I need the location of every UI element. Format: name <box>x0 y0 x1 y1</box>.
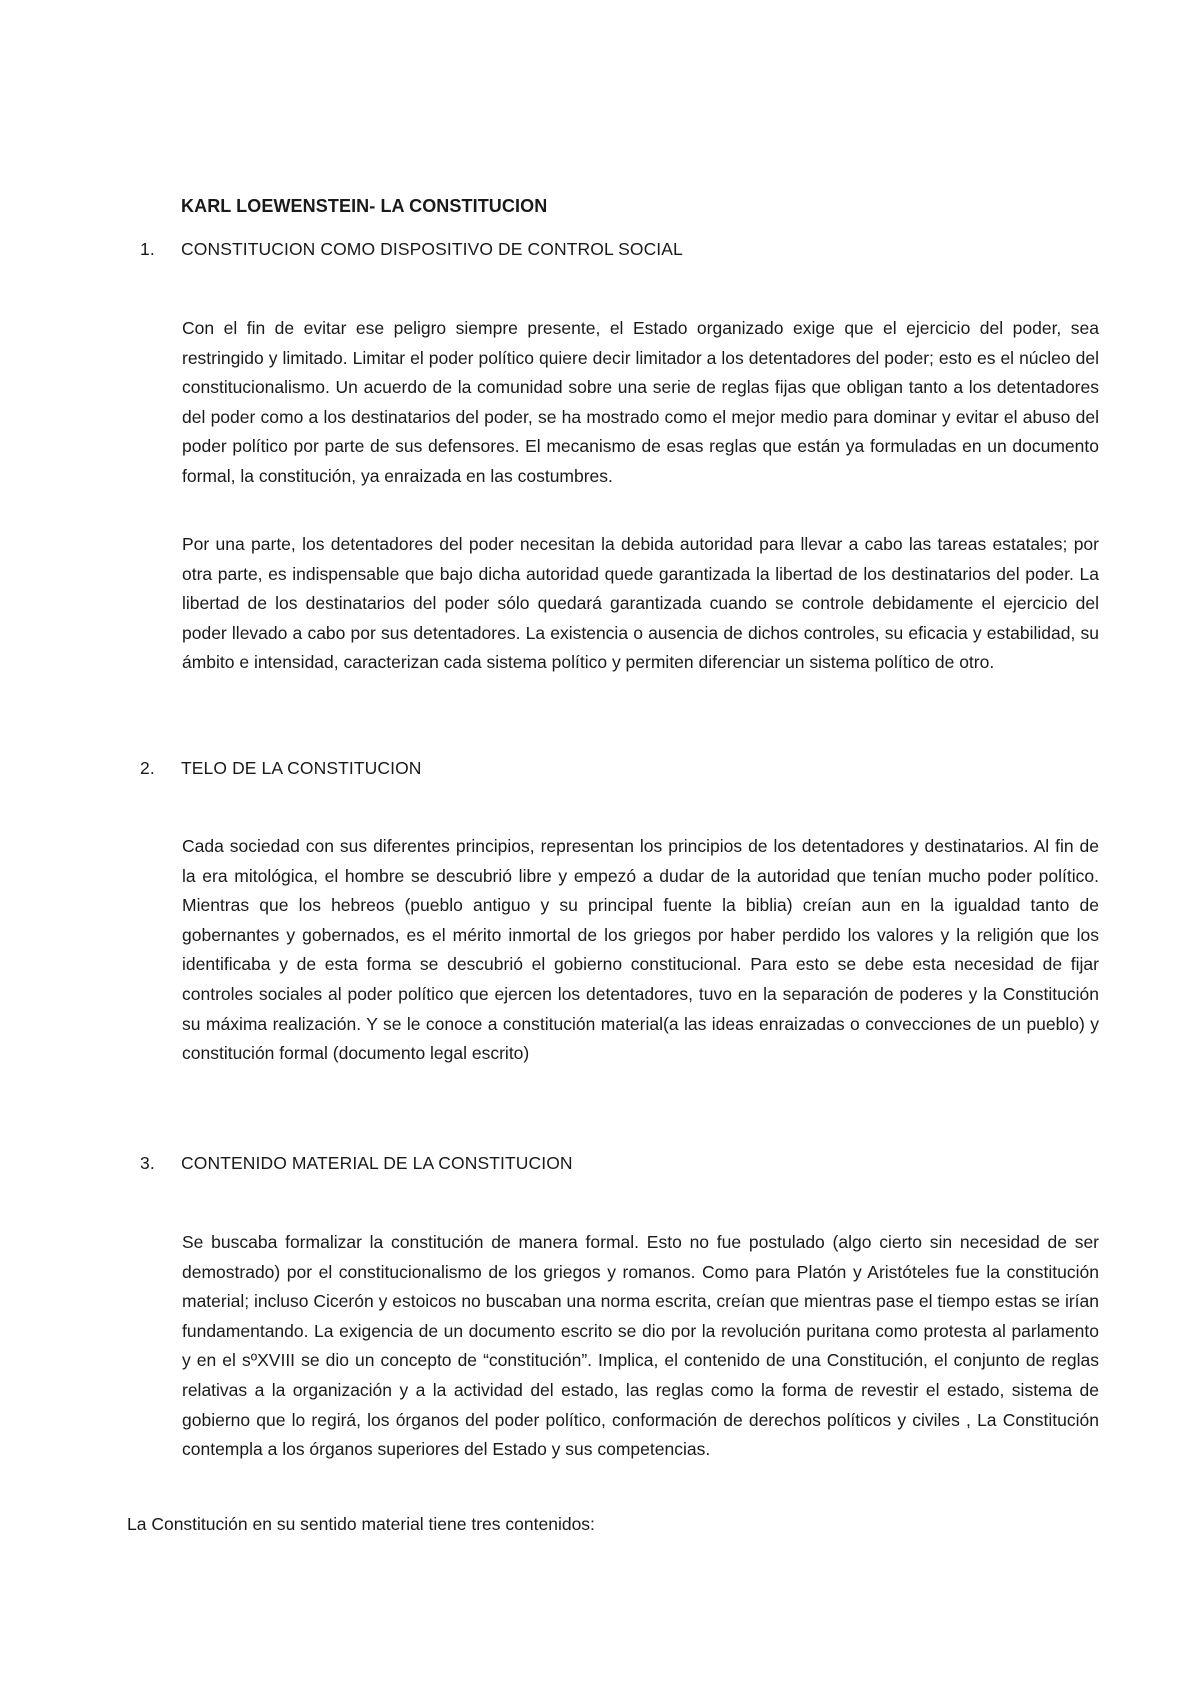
section-1-paragraph-2: Por una parte, los detentadores del poder necesitan la debida autoridad para llevar a cabo las tareas estatales; por otra parte, es indispensable que bajo dicha autoridad quede garantizada la libertad de los destinatarios del poder. La libertad de los destinatarios del poder sólo quedará garantizada cuando se controle debidamente el ejercicio del poder llevado a cabo por sus detentadores. La existencia o ausencia de dichos controles, su eficacia y estabilidad, su ámbito e intensidad, caracterizan cada sistema político y permiten diferenciar un sistema político de otro. <box>182 534 1099 673</box>
section-heading-1 <box>140 239 683 260</box>
section-heading-2 <box>140 758 422 779</box>
closing-line: La Constitución en su sentido material tiene tres contenidos: <box>127 1514 595 1534</box>
section-heading-3 <box>140 1153 573 1174</box>
section-number-3: 3. <box>140 1153 155 1173</box>
section-number-2: 2. <box>140 758 155 778</box>
section-title-1: CONSTITUCION COMO DISPOSITIVO DE CONTROL SOCIAL <box>181 239 683 259</box>
section-3-paragraph-1: Se buscaba formalizar la constitución de manera formal. Esto no fue postulado (algo cierto sin necesidad de ser demostrado) por el constitucionalismo de los griegos y romanos. Como para Platón y Aristóteles fue la constitución material; incluso Cicerón y estoicos no buscaban una norma escrita, creían que mientras pase el tiempo estas se irían fundamentando. La exigencia de un documento escrito se dio por la revolución puritana como protesta al parlamento y en el sºXVIII se dio un concepto de “constitución”. Implica, el contenido de una Constitución, el conjunto de reglas relativas a la organización y a la actividad del estado, las reglas como la forma de revestir el estado, sistema de gobierno que lo regirá, los órganos del poder político, conformación de derechos políticos y civiles , La Constitución contempla a los órganos superiores del Estado y sus competencias. <box>182 1232 1099 1460</box>
section-title-2: TELO DE LA CONSTITUCION <box>181 758 422 778</box>
section-number-1: 1. <box>140 239 155 259</box>
section-title-3: CONTENIDO MATERIAL DE LA CONSTITUCION <box>181 1153 573 1173</box>
document-title: KARL LOEWENSTEIN- LA CONSTITUCION <box>181 196 548 216</box>
section-2-paragraph-1: Cada sociedad con sus diferentes principios, representan los principios de los detentadores y destinatarios. Al fin de la era mitológica, el hombre se descubrió libre y empezó a dudar de la autoridad que tenían mucho poder político. Mientras que los hebreos (pueblo antiguo y su principal fuente la biblia) creían aun en la igualdad tanto de gobernantes y gobernados, es el mérito inmortal de los griegos por haber perdido los valores y la religión que los identificaba y de esta forma se descubrió el gobierno constitucional. Para esto se debe esta necesidad de fijar controles sociales al poder político que ejercen los detentadores, tuvo en la separación de poderes y la Constitución su máxima realización. Y se le conoce a constitución material(a las ideas enraizadas o convecciones de un pueblo) y constitución formal (documento legal escrito) <box>182 836 1099 1064</box>
section-1-paragraph-1: Con el fin de evitar ese peligro siempre presente, el Estado organizado exige que el ejercicio del poder, sea restringido y limitado. Limitar el poder político quiere decir limitador a los detentadores del poder; esto es el núcleo del constitucionalismo. Un acuerdo de la comunidad sobre una serie de reglas fijas que obligan tanto a los detentadores del poder como a los destinatarios del poder, se ha mostrado como el mejor medio para dominar y evitar el abuso del poder político por parte de sus defensores. El mecanismo de esas reglas que están ya formuladas en un documento formal, la constitución, ya enraizada en las costumbres. <box>182 318 1099 486</box>
